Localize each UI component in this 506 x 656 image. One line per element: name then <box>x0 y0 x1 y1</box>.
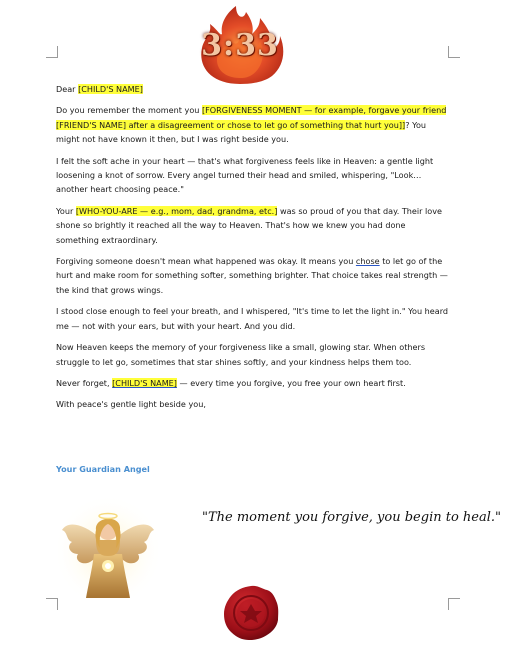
salutation <box>56 82 450 96</box>
paragraph-4-text: Forgiving someone doesn't mean what happened was okay. It means you <box>56 256 356 267</box>
angel-icon <box>58 494 158 598</box>
closing-quote: "The moment you forgive, you begin to heal." <box>202 510 502 525</box>
wax-seal-icon <box>222 584 280 642</box>
wax-seal <box>222 584 280 642</box>
paragraph-1-tail: ? You might not have known it then, but I was right beside you. <box>56 119 427 145</box>
crop-mark-bottom-right <box>448 598 460 610</box>
crop-mark-bottom-left <box>46 598 58 610</box>
salutation-prefix: Dear <box>56 84 79 94</box>
paragraph-7-tail: — every time you forgive, you free your own heart first. <box>176 377 406 388</box>
paragraph-3-text: Your <box>56 205 76 216</box>
paragraph-4 <box>56 254 450 297</box>
paragraph-1 <box>56 103 450 146</box>
paragraph-7-text: Never forget, <box>56 377 113 388</box>
paragraph-5: I stood close enough to feel your breath, and I whispered, "It's time to let the light in." You heard me — not with your ears, but with your heart. And you did. <box>56 306 449 331</box>
paragraph-6: Now Heaven keeps the memory of your forgiveness like a small, glowing star. When others struggle to let go, sometimes that star shines softly, and your kindness helps them too. <box>56 342 426 367</box>
crop-mark-top-right <box>448 46 460 58</box>
placeholder-child-name-2: [CHILD'S NAME] <box>112 377 177 388</box>
letter-body <box>56 82 450 419</box>
paragraph-7 <box>56 376 450 390</box>
placeholder-who-you-are: [WHO-YOU-ARE — e.g., mom, dad, grandma, etc.] <box>75 205 278 216</box>
paragraph-2: I felt the soft ache in your heart — that's what forgiveness feels like in Heaven: a gentle light loosening a knot of sorrow. Every angel turned their head and smiled, whispering, "Look… another heart choosing peace." <box>56 155 434 195</box>
signature: Your Guardian Angel <box>56 464 150 474</box>
placeholder-child-name: [CHILD'S NAME] <box>78 84 143 94</box>
angel-image <box>58 494 158 598</box>
paragraph-4-tail: to let go of the hurt and make room for something softer, something brighter. That choice takes real strength — the kind that grows wings. <box>56 256 448 295</box>
logo-text: 3:33 <box>201 28 279 63</box>
paragraph-1-text: Do you remember the moment you <box>56 105 202 116</box>
paragraph-3-tail: was so proud of you that day. Their love shone so brightly it reached all the way to Heaven. That's how we knew you had done something extraordinary. <box>56 205 443 245</box>
paragraph-3 <box>56 204 450 247</box>
crop-mark-top-left <box>46 46 58 58</box>
closing: With peace's gentle light beside you, <box>56 399 206 410</box>
placeholder-forgiveness-moment: [FORGIVENESS MOMENT — for example, forgave your friend [FRIEND'S NAME] after a disagreement or chose to let go of something that hurt you]] <box>56 105 447 130</box>
flame-logo <box>190 4 290 86</box>
underlined-word: chose <box>355 256 380 267</box>
